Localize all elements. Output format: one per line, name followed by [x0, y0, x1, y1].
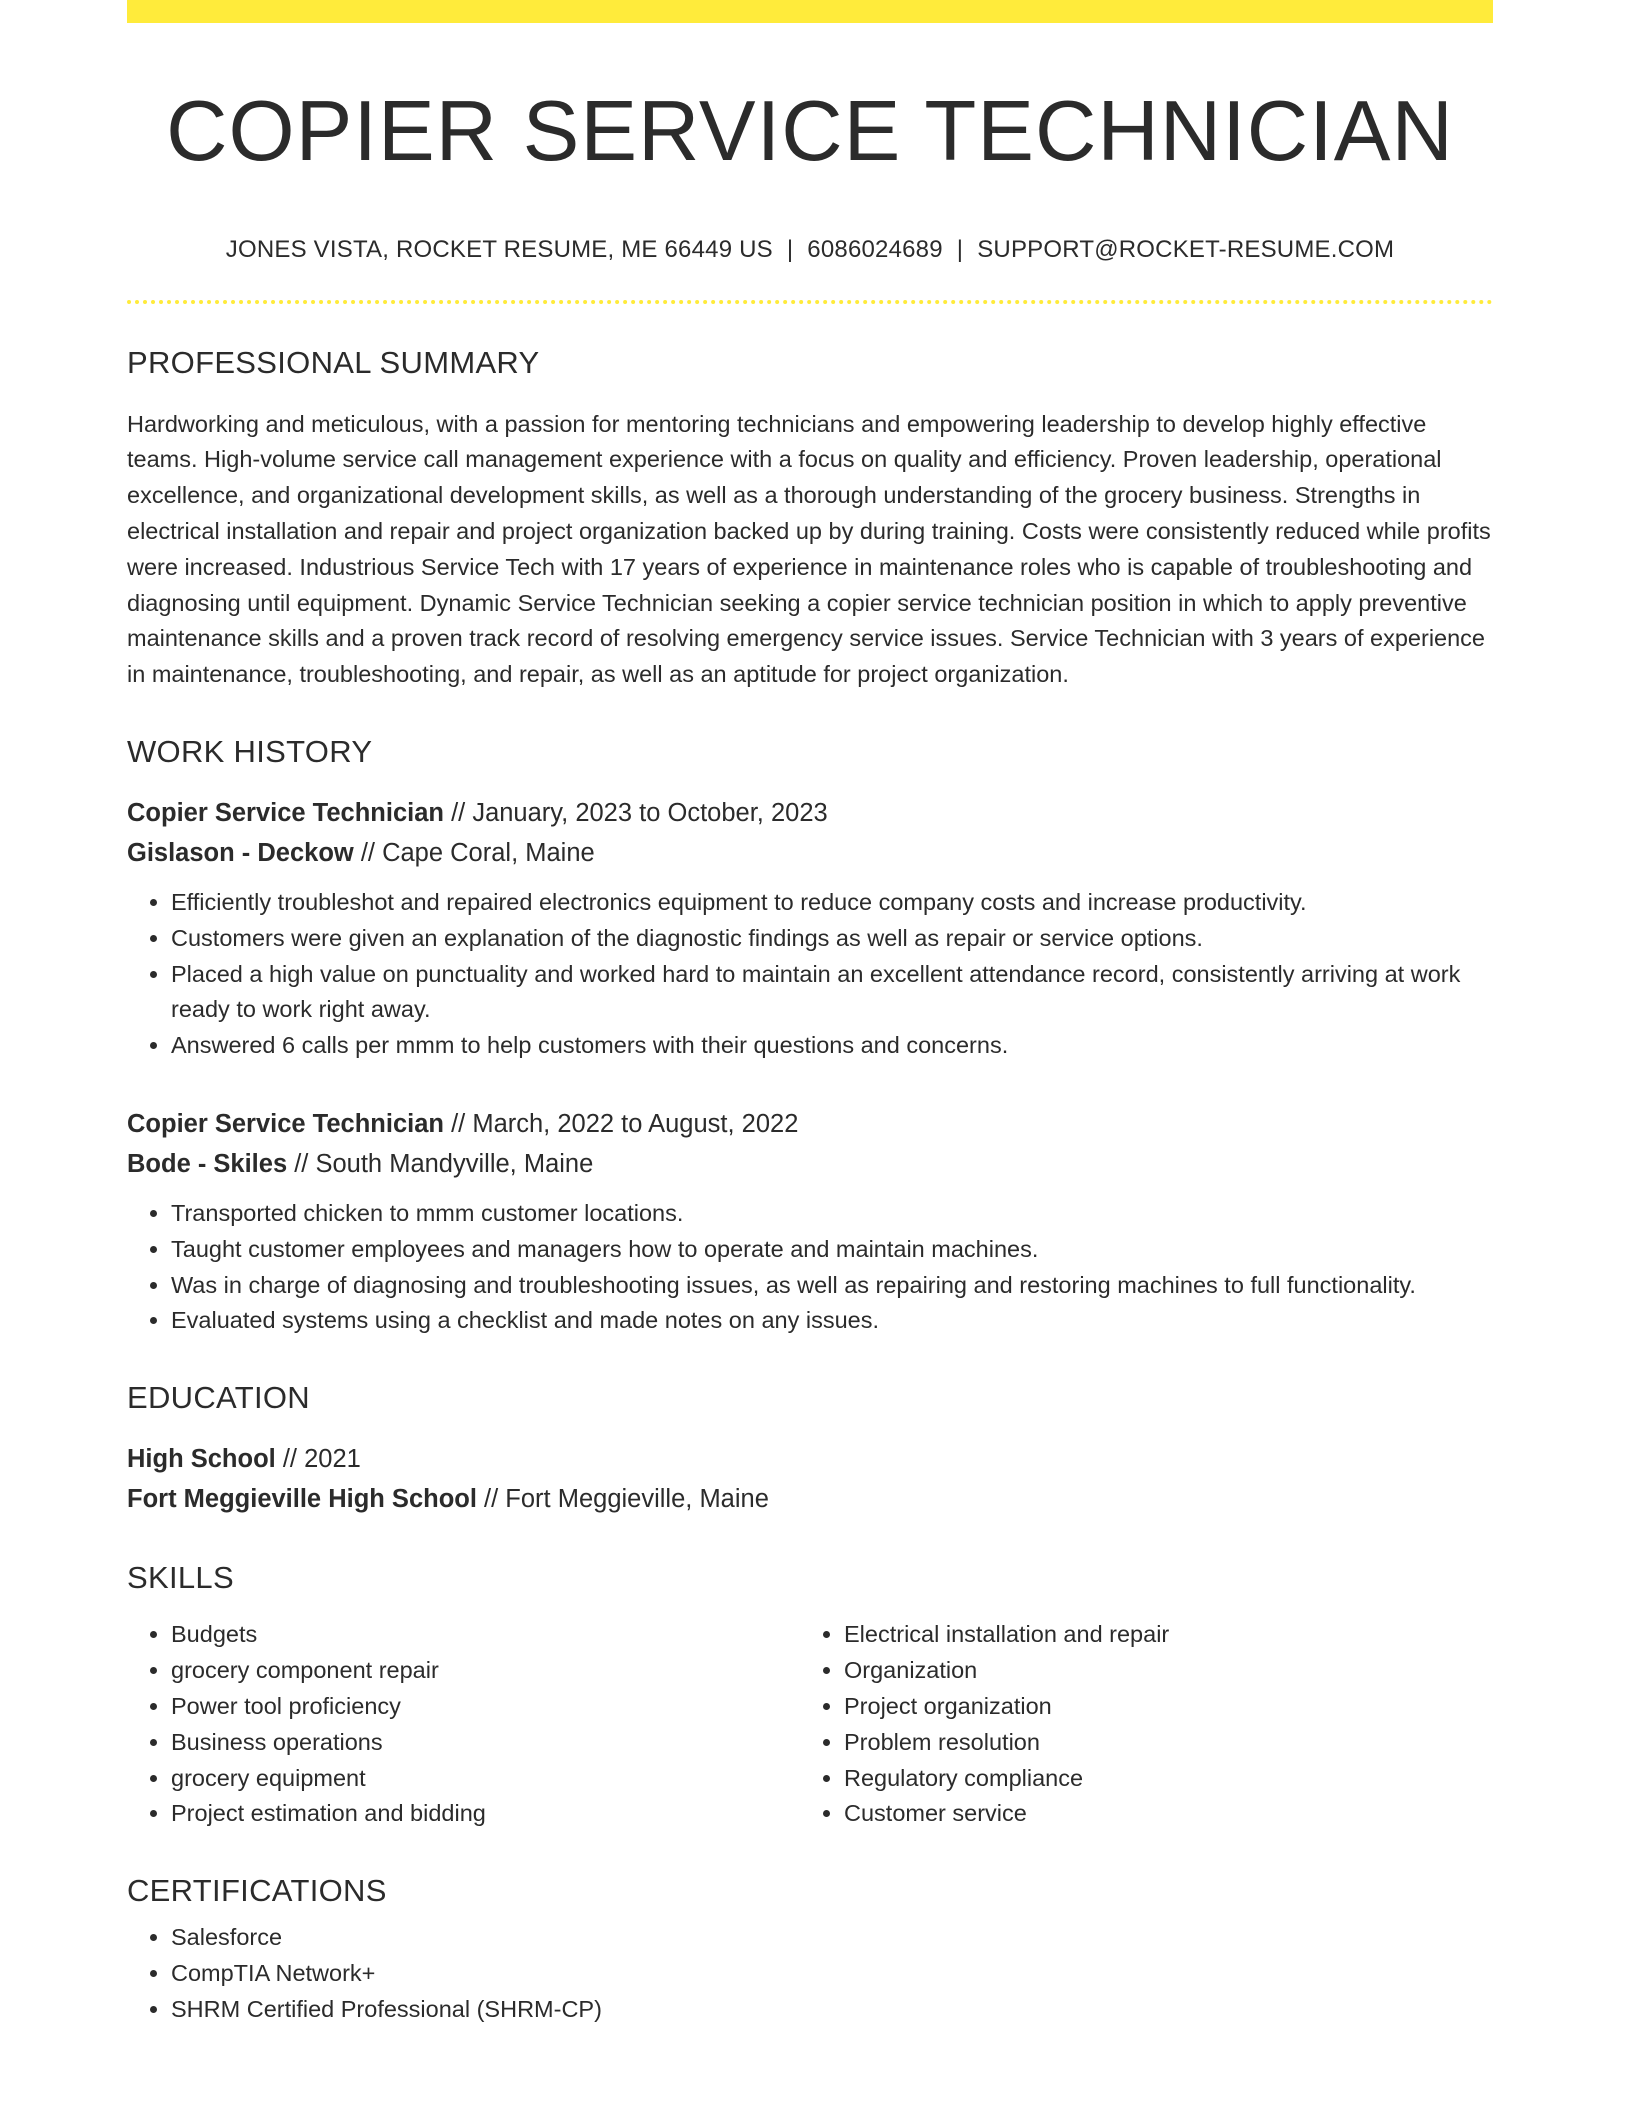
- job-company-line: [127, 1144, 1493, 1184]
- contact-address: JONES VISTA, ROCKET RESUME, ME 66449 US: [225, 235, 773, 263]
- job-location: // South Mandyville, Maine: [287, 1150, 594, 1179]
- resume-title: COPIER SERVICE TECHNICIAN: [166, 84, 1454, 179]
- job-bullets: [127, 1196, 1493, 1339]
- job-bullet: • Evaluated systems using a checklist and made notes on any issues.: [171, 1303, 1493, 1339]
- job-company: Bode - Skiles: [127, 1150, 288, 1179]
- skills-list: [127, 1617, 800, 1832]
- dotted-divider: [127, 300, 1493, 304]
- skill-item: • Customer service: [844, 1796, 1473, 1832]
- job-bullet: • Efficiently troubleshot and repaired electronics equipment to reduce company costs and increase productivity.: [171, 885, 1493, 921]
- job-dates: // January, 2023 to October, 2023: [443, 799, 828, 828]
- job-role: Copier Service Technician: [127, 799, 444, 828]
- job-bullet: • Placed a high value on punctuality and worked hard to maintain an excellent attendance record, consistently arriving at work ready to work right away.: [171, 957, 1493, 1029]
- education-entry: [127, 1439, 1493, 1519]
- job-bullets: [127, 885, 1493, 1064]
- education-year: // 2021: [275, 1445, 361, 1474]
- education-school: Fort Meggieville High School: [127, 1485, 477, 1514]
- skill-item: • Project estimation and bidding: [171, 1796, 800, 1832]
- accent-top-bar: [127, 0, 1493, 23]
- education-degree: High School: [127, 1445, 276, 1474]
- certification-item: • SHRM Certified Professional (SHRM-CP): [171, 1992, 1493, 2028]
- certifications-heading: CERTIFICATIONS: [127, 1873, 387, 1909]
- certification-item: • Salesforce: [171, 1920, 1493, 1956]
- work-history-heading: WORK HISTORY: [127, 733, 373, 769]
- resume-page: [127, 0, 1493, 2028]
- skill-item: • Project organization: [844, 1689, 1473, 1725]
- job-role: Copier Service Technician: [127, 1110, 444, 1139]
- education-location: // Fort Meggieville, Maine: [476, 1485, 769, 1514]
- job-dates: // March, 2022 to August, 2022: [443, 1110, 799, 1139]
- summary-text: Hardworking and meticulous, with a passion for mentoring technicians and empowering leadership to develop highly effective teams. High-volume service call management experience with a focus on quality and efficiency. Proven leadership, operational excellence, and organizational development skills, as well as a thorough understanding of the grocery business. Strengths in electrical installation and repair and project organization backed up by during training. Costs were consistently reduced while profits were increased. Industrious Service Tech with 17 years of experience in maintenance roles who is capable of troubleshooting and diagnosing until equipment. Dynamic Service Technician seeking a copier service technician position in which to apply preventive maintenance skills and a proven track record of resolving emergency service issues. Service Technician with 3 years of experience in maintenance, troubleshooting, and repair, as well as an aptitude for project organization.: [127, 410, 1491, 688]
- job-bullet: • Was in charge of diagnosing and troubleshooting issues, as well as repairing and restoring machines to full functionality.: [171, 1268, 1493, 1304]
- skill-item: • Budgets: [171, 1617, 800, 1653]
- job-bullet: • Transported chicken to mmm customer locations.: [171, 1196, 1493, 1232]
- skill-item: • Problem resolution: [844, 1725, 1473, 1761]
- summary-heading: PROFESSIONAL SUMMARY: [127, 344, 540, 380]
- skills-heading: SKILLS: [127, 1560, 234, 1596]
- job-company: Gislason - Deckow: [127, 839, 354, 868]
- skill-item: • grocery equipment: [171, 1761, 800, 1797]
- job-location: // Cape Coral, Maine: [353, 839, 595, 868]
- skills-column-left: [127, 1617, 800, 1832]
- job-company-line: [127, 833, 1493, 873]
- education-school-line: [127, 1479, 1493, 1519]
- skill-item: • Electrical installation and repair: [844, 1617, 1473, 1653]
- skill-item: • Power tool proficiency: [171, 1689, 800, 1725]
- education-heading: EDUCATION: [127, 1380, 310, 1416]
- contact-separator: |: [956, 235, 964, 263]
- job-bullet: • Taught customer employees and managers how to operate and maintain machines.: [171, 1232, 1493, 1268]
- skill-item: • Business operations: [171, 1725, 800, 1761]
- contact-phone: 6086024689: [807, 235, 943, 263]
- skill-item: • grocery component repair: [171, 1653, 800, 1689]
- certifications-list: [127, 1920, 1493, 2027]
- skills-grid: [127, 1617, 1493, 1832]
- job-entry: [127, 1104, 1493, 1339]
- job-entry: [127, 793, 1493, 1064]
- education-degree-line: [127, 1439, 1493, 1479]
- job-bullet: • Customers were given an explanation of the diagnostic findings as well as repair or service options.: [171, 921, 1493, 957]
- job-role-line: [127, 793, 1493, 833]
- skills-column-right: [800, 1617, 1473, 1832]
- job-bullet: • Answered 6 calls per mmm to help customers with their questions and concerns.: [171, 1028, 1493, 1064]
- job-role-line: [127, 1104, 1493, 1144]
- skill-item: • Regulatory compliance: [844, 1761, 1473, 1797]
- contact-separator: |: [786, 235, 794, 263]
- skills-list: [800, 1617, 1473, 1832]
- certification-item: • CompTIA Network+: [171, 1956, 1493, 1992]
- skill-item: • Organization: [844, 1653, 1473, 1689]
- contact-email: SUPPORT@ROCKET-RESUME.COM: [977, 235, 1395, 263]
- contact-line: [127, 236, 1493, 264]
